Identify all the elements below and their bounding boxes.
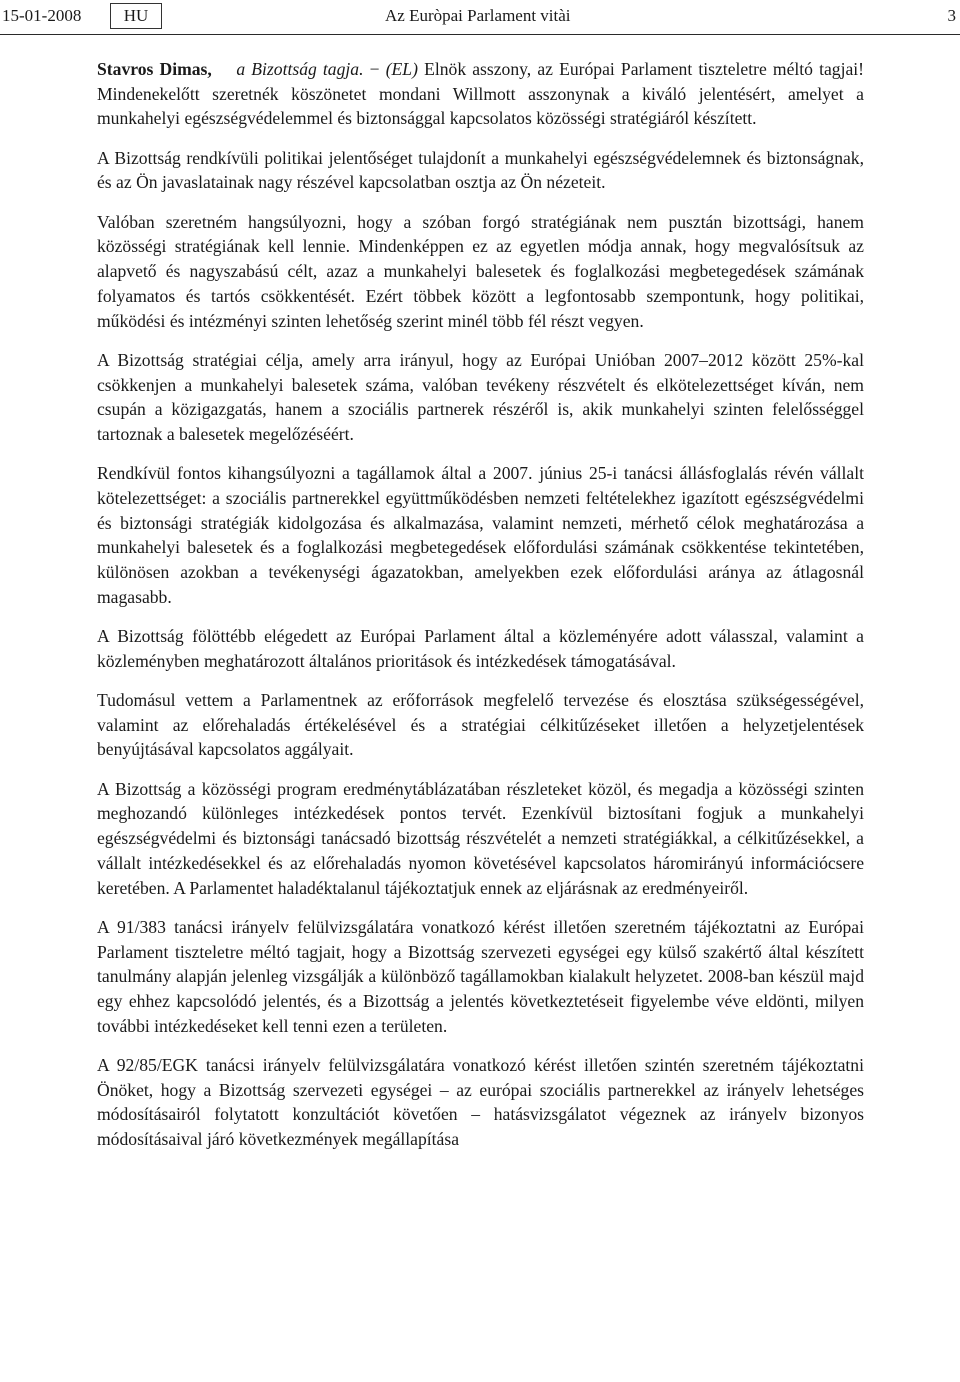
paragraph-9: A 92/85/EGK tanácsi irányelv felülvizsgálatára vonatkozó kérést illetően szintén szeretném tájékoztatni Önöket, hogy a Bizottság szervezeti egységei – az európai szociális partnerekkel az irányelv lehetséges módosításairól folytatott konzultációt követően – hatásvizsgálatot végeznek az irányelv bizonyos módosításaival járó következmények megállapítása bbox=[97, 1054, 864, 1150]
speaker-role: a Bizottság tagja. bbox=[236, 59, 364, 79]
speaker-name: Stavros Dimas, bbox=[97, 59, 212, 79]
paragraph-3: A Bizottság stratégiai célja, amely arra irányul, hogy az Európai Unióban 2007–2012 között 25%-kal csökkenjen a munkahelyi balesetek száma, valóban tevékeny részvételt és elkötelezettséget kíván, nem csupán a közigazgatás, hanem a szociális partnerek részéről is, akik munkahelyi szinten felelősséggel tartoznak a balesetek megelőzéséért. bbox=[97, 349, 864, 444]
language-code-box: HU bbox=[110, 3, 162, 29]
paragraph-6: Tudomásul vettem a Parlamentnek az erőforrások megfelelő tervezése és elosztása szükségességével, valamint az előrehaladás értékelésével és a stratégiai célkitűzéseket illetően a helyzetjelentések benyújtásával kapcsolatos aggályait. bbox=[97, 690, 864, 760]
intro-text: Elnök asszony, az Európai Parlament tiszteletre méltó tagjai! Mindenekelőtt szeretnék köszönetet mondani Willmott asszonynak a kiváló jelentésért, amelyet a munkahelyi egészségvédelemmel és biztonsággal kapcsolatos közösségi stratégiáról készített. bbox=[97, 59, 865, 129]
paragraph-7: A Bizottság a közösségi program eredménytáblázatában részleteket közöl, és megadja a közösségi szinten meghozandó különleges intézkedések pontos tervét. Ezenkívül biztosítani fogjuk a munkahelyi egészségvédelmi és biztonsági tanácsadó bizottság részvételét a nemzeti stratégiákkal, a célkitűzésekkel, a vállalt intézkedésekkel és az előrehaladás nyomon követésével kapcsolatos háromirányú információcsere keretében. A Parlamentet haladéktalanul tájékoztatjuk ennek az eljárásnak az eredményeiről. bbox=[97, 778, 864, 898]
document-body bbox=[97, 57, 864, 1166]
publication-date: 15-01-2008 bbox=[2, 6, 82, 25]
paragraph-1: A Bizottság rendkívüli politikai jelentőséget tulajdonít a munkahelyi egészségvédelemnek és biztonságnak, és az Ön javaslatainak nagy részével kapcsolatban osztja az Ön nézeteit. bbox=[97, 147, 864, 193]
paragraph-8: A 91/383 tanácsi irányelv felülvizsgálatára vonatkozó kérést illetően szeretném tájékoztatni az Európai Parlament tiszteletre méltó tagjait, hogy a Bizottság szervezeti egységei egy külső szakértő által készített tanulmány alapján jelenleg vizsgálják a különböző tagállamokban kialakult helyzetet. 2008-ban készül majd egy ehhez kapcsolódó jelentés, és a Bizottság a jelentés következtetéseit figyelembe véve eldönti, milyen további intézkedéseket kell tenni ezen a területen. bbox=[97, 916, 864, 1036]
page-header bbox=[0, 0, 960, 35]
paragraph-5: A Bizottság fölöttébb elégedett az Európai Parlament által a közleményére adott válasszal, valamint a közleményben meghatározott általános prioritások és intézkedések támogatásával. bbox=[97, 626, 864, 671]
language-tag: (EL) bbox=[385, 59, 418, 79]
journal-title: Az Euròpai Parlament vitài bbox=[385, 6, 571, 25]
page-number: 3 bbox=[947, 6, 956, 25]
intro-paragraph bbox=[97, 57, 864, 131]
paragraph-2: Valóban szeretném hangsúlyozni, hogy a szóban forgó stratégiának nem pusztán bizottsági, hanem közösségi stratégiának kell lennie. Mindenképpen ez az egyetlen módja annak, hogy megvalósítsuk az alapvető és nagyszabású célt, azaz a munkahelyi balesetek és foglalkozási megbetegedések számának folyamatos és tartós csökkentését. Ezért többek között a legfontosabb szempontunk, hogy politikai, működési és intézményi szinten lehetőség szerint minél több fél részt vegyen. bbox=[97, 211, 864, 331]
paragraph-4: Rendkívül fontos kihangsúlyozni a tagállamok által a 2007. június 25-i tanácsi állásfoglalás révén vállalt kötelezettséget: a szociális partnerekkel együttműködésben nemzeti feltételekhez igazított egészségvédelmi és biztonsági stratégiák kidolgozása és alkalmazása, valamint nemzeti, mérhető célok meghatározása a munkahelyi balesetek és a foglalkozási megbetegedések előfordulási számának csökkentése tekintetében, különösen azokban a tevékenységi ágazatokban, amelyekben ezek előfordulási aránya az átlagosnál magasabb. bbox=[97, 463, 864, 607]
separator-dash: − bbox=[363, 59, 386, 79]
